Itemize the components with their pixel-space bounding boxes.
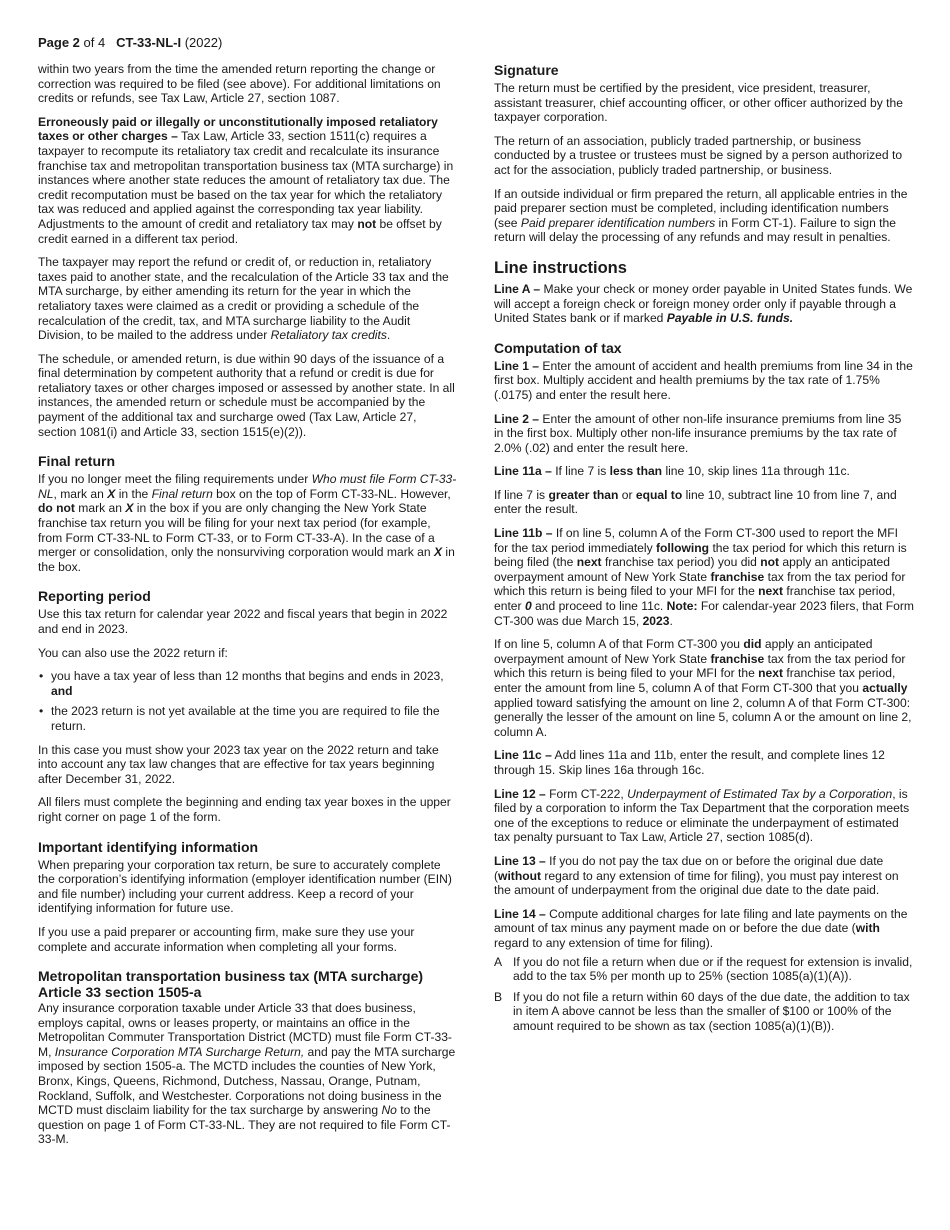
paragraph: Any insurance corporation taxable under Article 33 that does business, employs capital, owns or leases property, or maintains an office in the Metropolitan Commuter Transportation District (MCTD) must file Form CT-33-M, Insurance Corporation MTA Surcharge Return, and pay the MTA surcharge imposed by section 1505-a. The MCTD includes the counties of New York, Bronx, Kings, Queens, Richmond, Dutchess, Nassau, Orange, Putnam, Rockland, Suffolk, and Westchester. Corporations not doing business in the MCTD must disclaim liability for the tax surcharge by answering No to the question on page 1 of Form CT-33-NL. They are not required to file Form CT-33-M.: [38, 1001, 456, 1147]
section-heading-computation: Computation of tax: [494, 339, 622, 356]
paragraph: When preparing your corporation tax return, be sure to accurately complete the corporation’s identifying information (employer identification number (EIN) and file number) including your current address. Keep a record of your identifying information for future use.: [38, 857, 452, 916]
list-item: B If you do not file a return within 60 days of the due date, the addition to tax in item A above cannot be less than the smaller of $100 or 100% of the amount required to be shown as tax (section 1085(a)(1)(B)).: [494, 989, 910, 1033]
list-item: A If you do not file a return when due or if the request for extension is invalid, add to the tax 5% per month up to 25% (section 1085(a)(1)(A)).: [494, 954, 913, 984]
paragraph: If line 7 is greater than or equal to line 10, subtract line 10 from line 7, and enter the result.: [494, 487, 897, 517]
paragraph: Line 12 – Form CT-222, Underpayment of Estimated Tax by a Corporation, is filed by a corporation to inform the Tax Department that the corporation meets one of the exceptions to reduce or eliminate the underpayment of estimated tax penalty pursuant to Tax Law, Article 27, section 1085(d).: [494, 786, 910, 845]
paragraph: Line 1 – Enter the amount of accident and health premiums from line 34 in the first box. Multiply accident and health premiums by the tax rate of 1.75% (.0175) and enter the result here.: [494, 358, 913, 402]
form-id: CT-33-NL-I: [116, 35, 182, 50]
paragraph: All filers must complete the beginning and ending tax year boxes in the upper right corner on page 1 of the form.: [38, 795, 451, 824]
form-year: (2022): [184, 35, 223, 50]
paragraph: within two years from the time the amended return reporting the change or correction was required to be filed (see above). For additional limitations on credits or refunds, see Tax Law, Article 27, section 1087.: [38, 62, 441, 106]
bullet-list: [38, 669, 458, 733]
paragraph: Use this tax return for calendar year 2022 and fiscal years that begin in 2022 and end in 2023.: [38, 607, 448, 636]
paragraph: If on line 5, column A of that Form CT-300 you did apply an anticipated overpayment amount of New York State franchise tax from the tax period for which this return is being filed to your MFI for the next franchise tax period, enter the amount from line 5, column A of that Form CT-300 that you actually applied toward satisfying the amount on line 2, column A of that Form CT-300: generally the lesser of the amount on line 5, column A or the amount on line 2, column A.: [494, 637, 912, 739]
paragraph: Line A – Make your check or money order payable in United States funds. We will accept a foreign check or foreign money order only if payable through a United States bank or if marked Payable in U.S. funds.: [494, 281, 913, 326]
paragraph: Erroneously paid or illegally or unconstitutionally imposed retaliatory taxes or other charges – Tax Law, Article 33, section 1511(c) requires a taxpayer to recompute its retaliatory tax credit and recalculate its insurance franchise tax and metropolitan transportation business tax (MTA surcharge) in instances where another state reduces the amount of retaliatory tax due. The credit recomputation must be based on the tax year for which the retaliatory tax was reduced and applied against the corresponding tax year liability. Adjustments to the amount of credit and retaliatory tax may not be offset by credit earned in a different tax period.: [38, 114, 454, 246]
paragraph: The return of an association, publicly traded partnership, or business conducted by a trustee or trustees must be signed by a person authorized to act for the association, publicly traded partnership, or business.: [494, 133, 903, 177]
paragraph: Line 2 – Enter the amount of other non-life insurance premiums from line 35 in the first box. Multiply other non-life insurance premiums by the tax rate of 2.0% (.02) and enter the result here.: [494, 411, 902, 455]
paragraph: If you use a paid preparer or accounting firm, make sure they use your complete and accurate information when completing all your forms.: [38, 924, 415, 954]
paragraph: Line 11a – If line 7 is less than line 10, skip lines 11a through 11c.: [494, 464, 850, 479]
list-item: • the 2023 return is not yet available at the time you are required to file the return.: [38, 704, 458, 733]
paragraph: The schedule, or amended return, is due within 90 days of the issuance of a final determination by competent authority that a refund or credit is due for retaliatory taxes or other charges imposed or assessed by another state. In all instances, the amended return or schedule must be accompanied by the payment of the additional tax and surcharge owed (Tax Law, Article 27, section 1081(i) and Article 33, section 1515(e)(2)).: [38, 351, 455, 439]
paragraph: Line 11b – If on line 5, column A of the Form CT-300 used to report the MFI for the tax period immediately following the tax period for which this return is being filed (the next franchise tax period) you did not apply an anticipated overpayment amount of New York State franchise tax from the tax period for which this return is being filed to your MFI for the next franchise tax period, enter 0 and proceed to line 11c. Note: For calendar-year 2023 filers, that Form CT-300 was due March 15, 2023.: [494, 526, 914, 628]
page-number: Page 2: [38, 35, 80, 50]
left-column: [38, 62, 458, 1156]
lettered-list: [494, 955, 914, 1034]
paragraph: In this case you must show your 2023 tax year on the 2022 return and take into account any tax law changes that are effective for tax years beginning after December 31, 2022.: [38, 742, 439, 786]
paragraph: Line 14 – Compute additional charges for late filing and late payments on the amount of tax minus any payment made on or before the due date (with regard to any extension of time for filing).: [494, 906, 908, 950]
page-count: of 4: [83, 35, 106, 50]
paragraph: The return must be certified by the president, vice president, treasurer, assistant treasurer, chief accounting officer, or other officer authorized by the taxpayer corporation.: [494, 81, 903, 125]
right-column: [494, 62, 914, 1039]
page-header: [38, 35, 222, 50]
section-heading-line-instructions: Line instructions: [494, 258, 627, 277]
section-heading-identifying-info: Important identifying information: [38, 838, 259, 855]
section-heading-mta: Metropolitan transportation business tax (MTA surcharge) Article 33 section 1505-a: [38, 968, 424, 1001]
paragraph: Line 13 – If you do not pay the tax due on or before the original due date (without regard to any extension of time for filing), you must pay interest on the amount of underpayment from the original due date to the date paid.: [494, 853, 899, 898]
paragraph: You can also use the 2022 return if:: [38, 645, 228, 660]
section-heading-signature: Signature: [494, 62, 559, 78]
list-item: • you have a tax year of less than 12 months that begins and ends in 2023, and: [38, 669, 458, 698]
paragraph: The taxpayer may report the refund or credit of, or reduction in, retaliatory taxes paid to another state, and the recalculation of the Article 33 tax and the MTA surcharge, by either amending its return for the year in which the retaliatory taxes were claimed as a credit or providing a schedule of the recalculation of the credit, tax, and MTA surcharge liability to the Audit Division, to be mailed to the address under Retaliatory tax credits.: [38, 255, 449, 343]
paragraph: Line 11c – Add lines 11a and 11b, enter the result, and complete lines 12 through 15. Skip lines 16a through 16c.: [494, 748, 885, 777]
section-heading-reporting-period: Reporting period: [38, 588, 151, 605]
paragraph: If you no longer meet the filing requirements under Who must file Form CT-33-NL, mark an X in the Final return box on the top of Form CT-33-NL. However, do not mark an X in the box if you are only changing the New York State franchise tax return you will be filing for your next tax period (for example, from Form CT-33-NL to Form CT-33, or to Form CT-33-A). In the case of a merger or consolidation, only the nonsurviving corporation would mark an X in the box.: [38, 472, 457, 574]
section-heading-final-return: Final return: [38, 453, 116, 470]
paragraph: If an outside individual or firm prepared the return, all applicable entries in the paid preparer section must be completed, including identification numbers (see Paid preparer identification numbers in Form CT-1). Failure to sign the return will delay the processing of any refunds and may result in penalties.: [494, 186, 908, 245]
